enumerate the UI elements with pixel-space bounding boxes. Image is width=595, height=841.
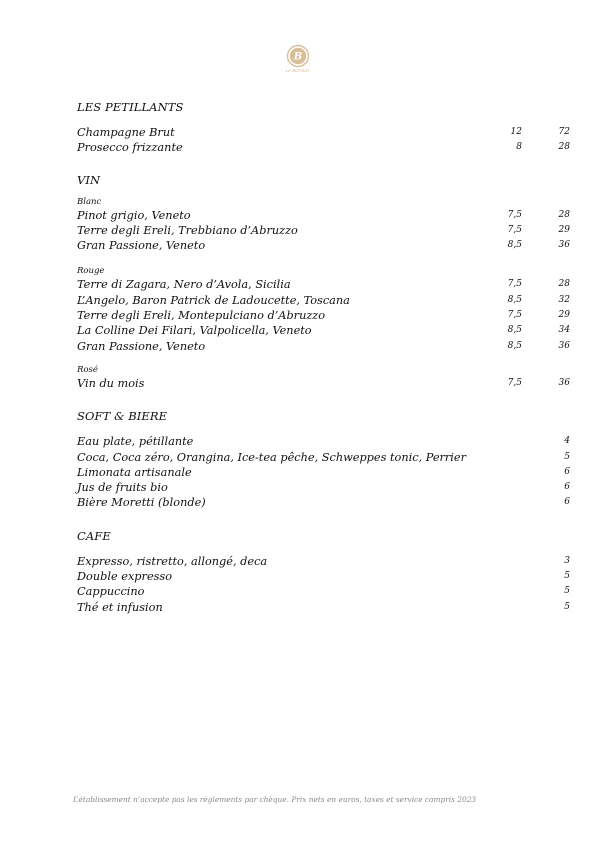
section-title: SOFT & BIERE [77, 409, 168, 424]
price-bottle: 32 [558, 294, 570, 305]
price-bottle: 34 [558, 325, 570, 336]
price-glass: 8,5 [507, 294, 522, 305]
menu-row [77, 495, 571, 510]
price-glass: 7,5 [507, 310, 522, 321]
menu-row [77, 450, 571, 465]
price: 5 [564, 601, 570, 612]
svg-text:B: B [293, 51, 303, 63]
price: 6 [564, 482, 570, 493]
item-name: Limonata artisanale [77, 465, 192, 479]
subsection-rose-label: Rosé [77, 364, 98, 375]
item-name: Terre degli Ereli, Trebbiano d’Abruzzo [77, 223, 298, 237]
logo-emblem [284, 44, 312, 74]
section-petillants [77, 99, 571, 156]
drinks-menu [77, 99, 571, 615]
price-bottle: 28 [558, 142, 570, 153]
price-bottle: 36 [558, 340, 570, 351]
menu-row [77, 323, 571, 338]
item-name: Gran Passione, Veneto [77, 239, 206, 253]
subsection-blanc-label: Blanc [77, 196, 102, 207]
menu-row [77, 600, 571, 615]
menu-row [77, 140, 571, 155]
price-glass: 7,5 [507, 377, 522, 388]
price: 5 [564, 586, 570, 597]
footer-note: L’établissement n’accepte pas les règlements par chèque. Prix nets en euros, taxes et service compris 2023 [73, 795, 477, 804]
restaurant-logo-icon [284, 44, 312, 74]
menu-row [77, 554, 571, 569]
item-name: Expresso, ristretto, allongé, deca [77, 554, 268, 568]
menu-row [77, 465, 571, 480]
price-glass: 7,5 [507, 209, 522, 220]
price-glass: 8,5 [507, 325, 522, 336]
menu-row [77, 339, 571, 354]
item-name: Vin du mois [77, 376, 145, 390]
item-name: Double expresso [77, 570, 173, 584]
price-glass: 8,5 [507, 240, 522, 251]
price-bottle: 36 [558, 377, 570, 388]
price-bottle: 28 [558, 279, 570, 290]
price-bottle: 36 [558, 240, 570, 251]
price: 5 [564, 451, 570, 462]
item-name: Prosecco frizzante [77, 141, 183, 155]
menu-row [77, 569, 571, 584]
price-glass: 8 [516, 142, 522, 153]
item-name: Terre degli Ereli, Montepulciano d’Abruzzo [77, 309, 326, 323]
price-glass: 7,5 [507, 279, 522, 290]
svg-text:LE BISTROT: LE BISTROT [286, 69, 310, 73]
item-name: Eau plate, pétillante [77, 435, 194, 449]
menu-row [77, 293, 571, 308]
item-name: Coca, Coca zéro, Orangina, Ice-tea pêche, Schweppes tonic, Perrier [77, 450, 466, 464]
price-bottle: 29 [558, 224, 570, 235]
item-name: Bière Moretti (blonde) [77, 496, 206, 510]
item-name: Terre di Zagara, Nero d’Avola, Sicilia [77, 278, 291, 292]
section-title: VIN [77, 172, 101, 187]
price: 6 [564, 466, 570, 477]
price: 5 [564, 571, 570, 582]
subsection-rouge-label: Rouge [77, 266, 105, 277]
item-name: Champagne Brut [77, 126, 175, 139]
price: 6 [564, 497, 570, 508]
price: 4 [564, 436, 570, 447]
price-glass: 8,5 [507, 340, 522, 351]
price-glass: 7,5 [507, 224, 522, 235]
item-name: Thé et infusion [77, 600, 163, 614]
menu-row [77, 125, 571, 140]
price-bottle: 72 [558, 127, 570, 137]
section-soft-biere [77, 408, 571, 510]
menu-row [77, 208, 571, 223]
item-name: L’Angelo, Baron Patrick de Ladoucette, Toscana [77, 293, 350, 307]
menu-row [77, 223, 571, 238]
menu-row [77, 434, 571, 449]
item-name: La Colline Dei Filari, Valpolicella, Veneto [77, 324, 312, 338]
price-bottle: 29 [558, 310, 570, 321]
section-title: LES PETILLANTS [77, 100, 184, 114]
menu-row [77, 584, 571, 599]
menu-row [77, 480, 571, 495]
section-vin [77, 172, 571, 392]
price: 3 [564, 555, 570, 566]
menu-row [77, 308, 571, 323]
price-bottle: 28 [558, 209, 570, 220]
section-title: CAFE [77, 528, 111, 543]
item-name: Gran Passione, Veneto [77, 339, 206, 353]
price-glass: 12 [510, 127, 522, 137]
menu-row [77, 238, 571, 253]
item-name: Cappuccino [77, 585, 145, 599]
menu-row [77, 376, 571, 391]
item-name: Jus de fruits bio [77, 481, 168, 495]
menu-row [77, 277, 571, 292]
section-cafe [77, 528, 571, 615]
item-name: Pinot grigio, Veneto [77, 208, 191, 222]
